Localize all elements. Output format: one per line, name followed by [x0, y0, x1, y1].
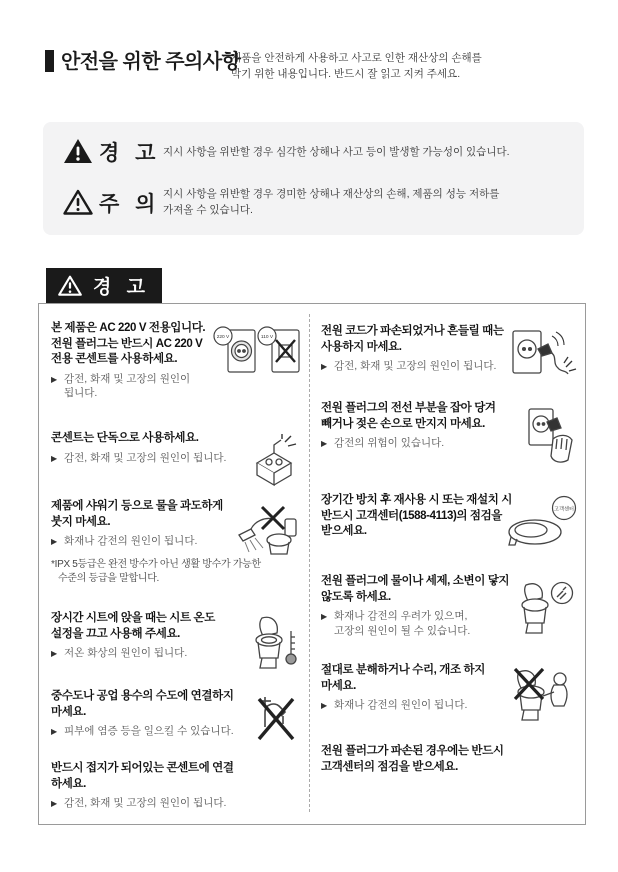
page-subtitle-line2: 막기 위한 내용입니다. 반드시 잘 읽고 지켜 주세요. — [231, 68, 461, 80]
bullet-marker-icon: ▶ — [321, 701, 328, 710]
faucet-prohibited-icon — [251, 691, 301, 747]
item-title-line: 장기간 방치 후 재사용 시 또는 재설치 시 — [321, 494, 512, 506]
outlet-220v-110v-icon — [213, 323, 301, 379]
bullet-marker-icon: ▶ — [51, 727, 58, 736]
warning-section-tab — [46, 268, 162, 303]
item-consequence-line: 감전의 위험이 있습니다. — [334, 437, 445, 449]
item-title-line: 마세요. — [51, 705, 86, 718]
item-consequence-line: 화재나 감전의 우려가 있으며, — [334, 610, 468, 622]
warning-item — [51, 611, 301, 661]
page-subtitle — [231, 50, 482, 82]
warning-items-box — [38, 303, 586, 825]
bullet-marker-icon: ▶ — [51, 799, 58, 808]
svg-text:고객센터: 고객센터 — [553, 506, 575, 513]
warning-item — [51, 321, 301, 401]
warning-item — [51, 499, 301, 586]
item-note-line: *IPX 5등급은 완전 방수가 아닌 생활 방수가 가능한 — [51, 558, 261, 570]
warning-item — [51, 689, 301, 739]
item-title-line: 전용 콘센트를 사용하세요. — [51, 353, 178, 365]
item-consequence-line: 감전, 화재 및 고장의 원인이 — [64, 372, 191, 385]
item-title-line: 고객센터의 점검을 받으세요. — [321, 760, 458, 773]
title-accent-bar — [45, 50, 54, 72]
warning-triangle-outline-icon — [63, 188, 93, 221]
bullet-marker-icon: ▶ — [321, 612, 328, 621]
warning-item — [321, 401, 577, 451]
warning-item — [321, 493, 577, 540]
item-title-line: 본 제품은 AC 220 V 전용입니다. — [51, 322, 206, 334]
svg-text:110 V: 110 V — [260, 335, 274, 340]
item-title-line: 설정을 끄고 사용해 주세요. — [51, 627, 180, 640]
item-title-line: 장시간 시트에 앉을 때는 시트 온도 — [51, 612, 215, 624]
damaged-plug-icon — [505, 326, 577, 384]
item-consequence — [51, 796, 301, 811]
hand-pulling-plug-icon — [523, 403, 577, 465]
column-divider — [309, 314, 310, 812]
bullet-marker-icon: ▶ — [321, 439, 328, 448]
item-title-line: 제품에 샤워기 등으로 물을 과도하게 — [51, 500, 223, 512]
item-title-line: 하세요. — [51, 777, 86, 790]
warning-desc: 지시 사항을 위반할 경우 심각한 상해나 사고 등이 발생할 가능성이 있습니다. — [163, 146, 510, 158]
warning-triangle-filled-icon — [63, 137, 93, 170]
item-consequence-line: 고장의 원인이 될 수 있습니다. — [334, 624, 471, 637]
item-consequence-line: 화재나 감전의 원인이 됩니다. — [334, 699, 468, 711]
bidet-service-icon — [501, 495, 577, 551]
item-title-line: 받으세요. — [321, 525, 367, 537]
bullet-marker-icon: ▶ — [51, 374, 58, 384]
item-title-line: 전원 플러그는 반드시 AC 220 V — [51, 337, 203, 350]
item-consequence-line: 저온 화상의 원인이 됩니다. — [64, 647, 188, 659]
warning-item — [321, 663, 577, 713]
item-title-line: 전원 플러그가 파손된 경우에는 반드시 — [321, 745, 504, 757]
svg-text:220 V: 220 V — [216, 335, 230, 340]
caution-desc-line2: 가져올 수 있습니다. — [163, 204, 253, 216]
bullet-marker-icon: ▶ — [51, 453, 58, 463]
shower-toilet-prohibited-icon — [235, 501, 301, 559]
item-title-line: 반드시 접지가 되어있는 콘센트에 연결 — [51, 762, 234, 774]
warning-triangle-white-icon — [58, 274, 82, 297]
item-note-line: 수준의 등급을 말합니다. — [58, 572, 160, 584]
item-title-line: 절대로 분해하거나 수리, 개조 하지 — [321, 664, 485, 676]
item-title-line: 중수도나 공업 용수의 수도에 연결하지 — [51, 690, 234, 702]
bullet-marker-icon: ▶ — [51, 649, 58, 658]
severity-legend — [43, 122, 584, 235]
item-title — [321, 744, 577, 775]
bullet-marker-icon: ▶ — [321, 362, 328, 371]
bullet-marker-icon: ▶ — [51, 537, 58, 546]
caution-desc-line1: 지시 사항을 위반할 경우 경미한 상해나 재산상의 손해, 제품의 성능 저하를 — [163, 188, 500, 200]
disassembly-prohibited-icon — [509, 665, 577, 725]
warning-label: 경 고 — [99, 142, 161, 165]
toilet-thermometer-icon — [243, 613, 301, 673]
item-consequence-line: 됩니다. — [64, 387, 98, 399]
item-consequence-line: 감전, 화재 및 고장의 원인이 됩니다. — [64, 451, 227, 464]
item-consequence-line: 화재나 감전의 원인이 됩니다. — [64, 535, 198, 547]
toilet-plug-splash-icon — [513, 576, 577, 638]
warning-item — [321, 744, 577, 775]
warning-item — [51, 431, 301, 465]
multi-plug-spark-icon — [249, 433, 301, 491]
item-title-line: 붓지 마세요. — [51, 515, 111, 528]
item-title — [51, 761, 301, 792]
item-consequence-line: 감전, 화재 및 고장의 원인이 됩니다. — [334, 360, 497, 372]
warning-item — [321, 324, 577, 374]
item-title-line: 빼거나 젖은 손으로 만지지 마세요. — [321, 417, 485, 430]
item-title-line: 전원 플러그에 물이나 세제, 소변이 닿지 — [321, 575, 510, 587]
caution-label: 주 의 — [99, 193, 161, 216]
warning-section-tab-label: 경 고 — [93, 277, 150, 298]
item-consequence-line: 피부에 염증 등을 일으킬 수 있습니다. — [64, 725, 234, 737]
caution-desc — [163, 186, 499, 218]
page-subtitle-line1: 제품을 안전하게 사용하고 사고로 인한 재산상의 손해를 — [231, 52, 482, 64]
item-note — [51, 558, 301, 586]
item-title-line: 않도록 하세요. — [321, 590, 391, 603]
item-title-line: 마세요. — [321, 679, 356, 692]
item-title-line: 전원 코드가 파손되었거나 흔들릴 때는 — [321, 325, 504, 337]
item-consequence-line: 감전, 화재 및 고장의 원인이 됩니다. — [64, 797, 227, 809]
item-title-line: 사용하지 마세요. — [321, 340, 402, 353]
warning-item — [51, 761, 301, 811]
item-title-line: 전원 플러그의 전선 부분을 잡아 당겨 — [321, 402, 496, 414]
warning-item — [321, 574, 577, 638]
item-title-line: 콘센트는 단독으로 사용하세요. — [51, 432, 199, 444]
page-title: 안전을 위한 주의사항 — [61, 51, 241, 73]
item-title-line: 반드시 고객센터(1588-4113)의 점검을 — [321, 509, 503, 522]
